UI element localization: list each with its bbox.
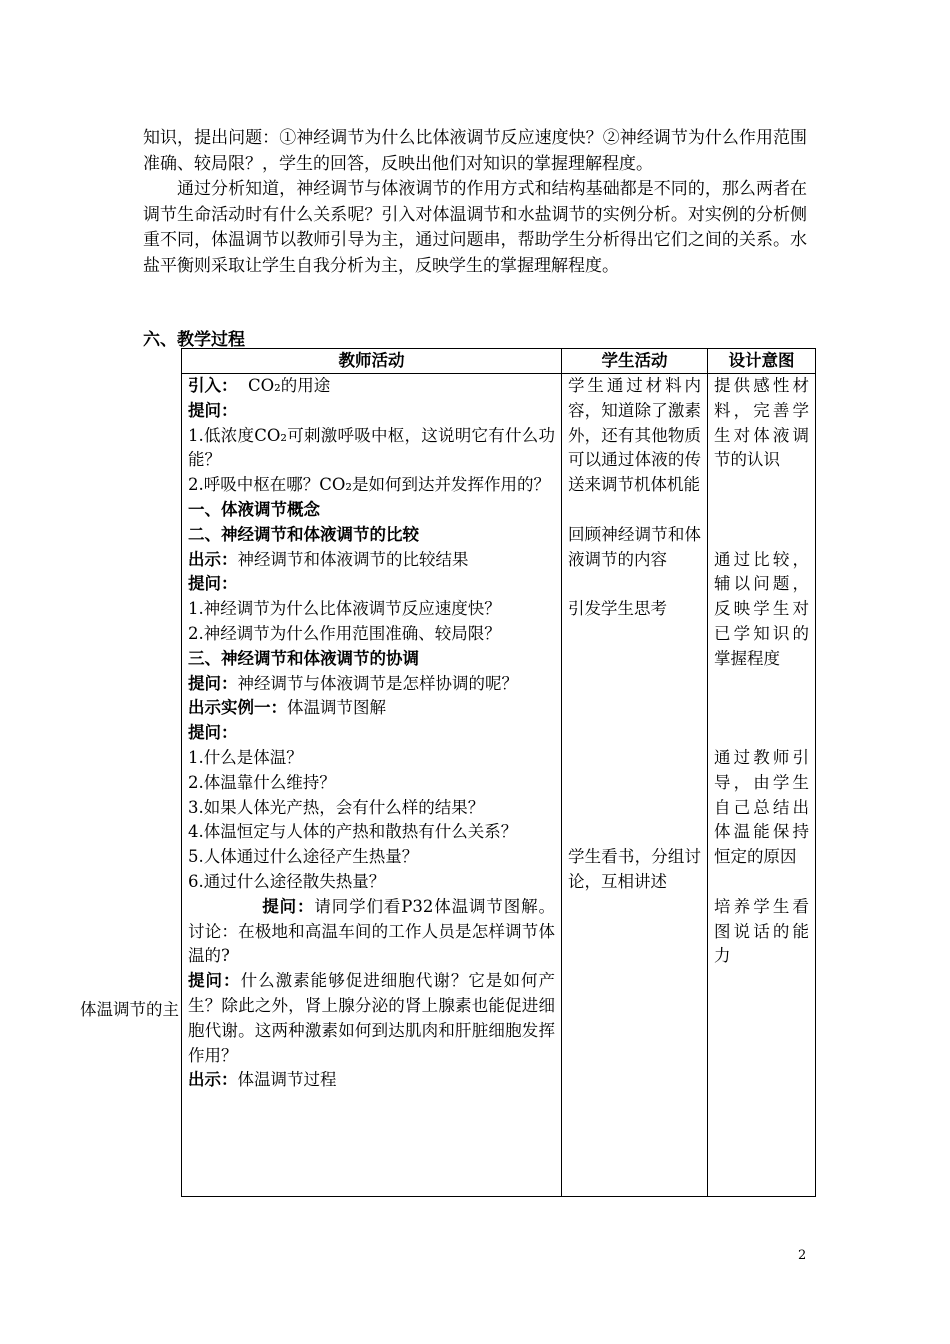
question-label: 提问： [188,400,238,420]
question-item: 6.通过什么途径散失热量？ [188,871,386,891]
student-activity-1: 学生通过材料内容，知道除了激素外，还有其他物质可以通过体液的传送来调节机体机能 [568,376,701,495]
design-intent-2: 通过比较，辅以问题，反映学生对已学知识的掌握程度 [714,549,809,668]
question-label: 提问： [188,574,238,594]
header-teacher-activity: 教师活动 [182,349,562,374]
question-label: 提问： [188,723,238,743]
design-intent-4: 培养学生看图说话的能力 [714,896,809,966]
student-activity-4: 学生看书，分组讨论，互相讲述 [568,847,701,891]
paragraph-1: 知识，提出问题：①神经调节为什么比体液调节反应速度快？②神经调节为什么作用范围准确、较局限？，学生的回答，反映出他们对知识的掌握理解程度。 [143,128,807,174]
example-line: 出示实例一：体温调节图解 [188,698,386,718]
design-intent-3: 通过教师引导，由学生自己总结出体温能保持恒定的原因 [714,747,809,867]
side-note: 体温调节的主 [80,1000,179,1019]
question-item: 1.低浓度CO₂可刺激呼吸中枢，这说明它有什么功能？ [188,425,555,470]
question-item: 2.体温靠什么维持？ [188,772,336,792]
show-line: 出示：体温调节过程 [188,1070,337,1090]
design-intent-1: 提供感性材料，完善学生对体液调节的认识 [714,376,809,470]
question-line: 提问：神经调节与体液调节是怎样协调的呢？ [188,673,518,693]
question-item: 5.人体通过什么途径产生热量？ [188,847,419,867]
table-header-row [182,349,816,374]
section-title: 一、体液调节概念 [188,499,320,519]
question-item: 4.体温恒定与人体的产热和散热有什么关系？ [188,822,518,842]
question-line: 提问：请同学们看P32体温调节图解。讨论：在极地和高温车间的工作人员是怎样调节体温的? [188,896,556,966]
section-heading: 六、教学过程 [143,330,245,350]
section-title: 三、神经调节和体液调节的协调 [188,648,419,668]
question-item: 1.什么是体温？ [188,747,303,767]
intro-line: 引入： CO₂的用途 [188,376,331,395]
table-row [182,374,816,1197]
student-activity-3: 引发学生思考 [568,599,667,619]
show-line: 出示：神经调节和体液调节的比较结果 [188,549,469,569]
question-line: 提问：什么激素能够促进细胞代谢？它是如何产生？除此之外，肾上腺分泌的肾上腺素也能促进细胞代谢。这两种激素如何到达肌肉和肝脏细胞发挥作用？ [188,971,556,1065]
teaching-process-table [181,348,816,1197]
page-number: 2 [798,1248,807,1263]
question-item: 2.神经调节为什么作用范围准确、较局限？ [188,623,501,643]
design-intent-cell [708,374,816,1197]
question-item: 1.神经调节为什么比体液调节反应速度快？ [188,599,501,619]
question-item: 3.如果人体光产热，会有什么样的结果？ [188,797,485,817]
header-design-intent: 设计意图 [708,349,816,374]
teacher-activity-cell [182,374,562,1197]
student-activity-2: 回顾神经调节和体液调节的内容 [568,524,701,569]
header-student-activity: 学生活动 [562,349,708,374]
student-activity-cell [562,374,708,1197]
question-item: 2.呼吸中枢在哪？CO₂是如何到达并发挥作用的？ [188,475,551,495]
section-title: 二、神经调节和体液调节的比较 [188,524,419,544]
paragraph-2: 通过分析知道，神经调节与体液调节的作用方式和结构基础都是不同的，那么两者在调节生命活动时有什么关系呢？引入对体温调节和水盐调节的实例分析。对实例的分析侧重不同，体温调节以教师引导为主，通过问题串，帮助学生分析得出它们之间的关系。水盐平衡则采取让学生自我分析为主，反映学生的掌握理解程度。 [143,179,807,276]
